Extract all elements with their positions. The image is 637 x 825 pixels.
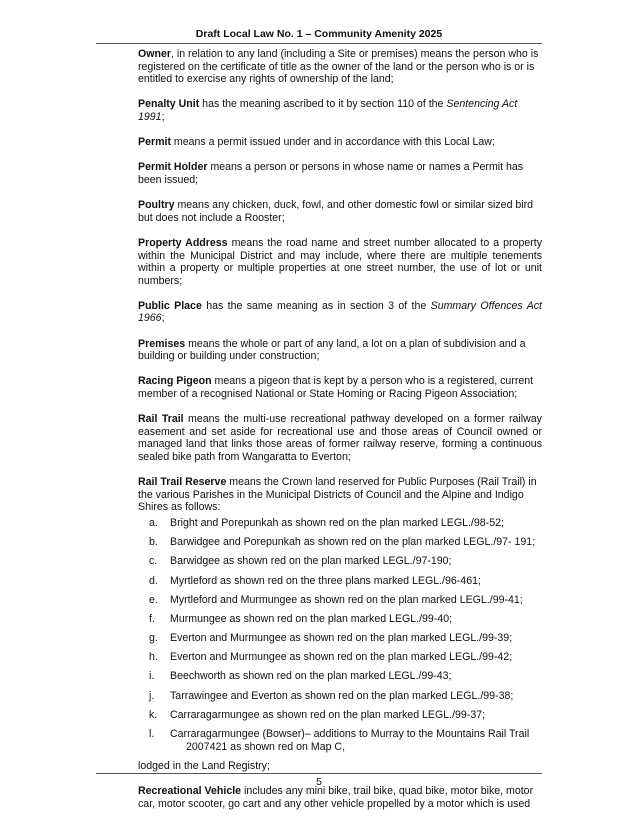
definition-term: Permit <box>138 136 171 149</box>
definition-premises <box>138 338 542 363</box>
list-item-label: e. <box>149 593 158 606</box>
list-item <box>138 709 542 722</box>
definition-term: Rail Trail <box>138 413 184 426</box>
definition-text: means a person or persons in whose name or names a Permit has been issued; <box>138 161 524 186</box>
definition-penalty-unit <box>138 98 542 123</box>
list-item-label: b. <box>149 536 158 549</box>
definition-term: Rail Trail Reserve <box>138 476 227 489</box>
list-item <box>138 555 542 568</box>
definition-text: means any chicken, duck, fowl, and other domestic fowl or similar sized bird but does not include a Rooster; <box>138 199 534 224</box>
list-item-text: Murmungee as shown red on the plan marked LEGL./99-40; <box>170 612 453 625</box>
definition-poultry <box>138 199 542 224</box>
definition-text: has the same meaning as in section 3 of the <box>201 299 431 312</box>
list-item-text: Beechworth as shown red on the plan marked LEGL./99-43; <box>170 670 452 683</box>
definition-public-place <box>138 300 542 325</box>
list-item <box>138 690 542 703</box>
definition-text: , in relation to any land (including a Site or premises) means the person who is registered on the certificate of title as the owner of the land or the person who is or is entitled to exercise any rights of ownership of the land; <box>138 48 539 86</box>
list-item <box>138 670 542 683</box>
definition-term: Premises <box>138 337 186 350</box>
definition-tail: ; <box>161 312 165 325</box>
definition-text: has the meaning ascribed to it by section 110 of the <box>199 98 447 111</box>
page-number: 5 <box>316 776 322 788</box>
act-reference: Sentencing Act 1991 <box>138 98 518 123</box>
list-item-label: k. <box>149 708 158 721</box>
definition-owner <box>138 48 542 86</box>
list-item-text: Myrtleford and Murmungee as shown red on the plan marked LEGL./99-41; <box>170 593 523 606</box>
list-item <box>138 728 542 753</box>
definition-text: means a permit issued under and in accordance with this Local Law; <box>170 136 495 149</box>
definition-text: includes any mini bike, trail bike, quad bike, motor bike, motor car, motor scooter, go cart and any other vehicle propelled by a motor which is used <box>138 785 534 810</box>
definition-text: means the Crown land reserved for Public Purposes (Rail Trail) in the various Parishes in the Municipal Districts of Council and the Alpine and Indigo Shires as follows: <box>138 476 537 514</box>
definition-tail: ; <box>161 110 165 123</box>
definition-text: means the multi-use recreational pathway developed on a former railway easement and set aside for recreational use and those areas of Council owned or managed land that links those areas of former railway reserve, forming a continuous sealed bike path from Wangaratta to Everton; <box>138 413 542 463</box>
definition-term: Owner <box>138 48 171 60</box>
list-item-text: Bright and Porepunkah as shown red on the plan marked LEGL./98-52; <box>170 516 504 529</box>
definition-rail-trail-reserve <box>138 476 542 514</box>
list-item <box>138 594 542 607</box>
definition-term: Poultry <box>138 199 175 212</box>
definition-term: Racing Pigeon <box>138 375 212 388</box>
registry-note: lodged in the Land Registry; <box>138 759 270 772</box>
act-reference: Summary Offences Act 1966 <box>138 299 542 325</box>
list-item-label: j. <box>149 689 155 702</box>
list-item-label: g. <box>149 632 158 645</box>
page-header: Draft Local Law No. 1 – Community Amenity 2025 <box>96 28 542 44</box>
list-item-label: a. <box>149 516 158 529</box>
definitions-body <box>138 48 542 823</box>
list-item-label: h. <box>149 651 158 664</box>
definition-term: Recreational Vehicle <box>138 785 242 797</box>
list-item-text: Everton and Murmungee as shown red on the plan marked LEGL./99-39; <box>170 632 513 645</box>
list-item-text: Tarrawingee and Everton as shown red on the plan marked LEGL./99-38; <box>170 689 514 702</box>
list-item <box>138 536 542 549</box>
list-item-label: f. <box>149 612 155 625</box>
definition-term: Penalty Unit <box>138 98 200 111</box>
definition-recreational-vehicle <box>138 785 542 810</box>
list-item <box>138 613 542 626</box>
definition-racing-pigeon <box>138 375 542 400</box>
list-item-text: Carraragarmungee (Bowser)– additions to Murray to the Mountains Rail Trail <box>170 728 530 741</box>
list-item <box>138 651 542 664</box>
list-item-label: c. <box>149 555 158 568</box>
list-item <box>138 632 542 645</box>
definition-text: means the road name and street number allocated to a property within the Municipal District and may include, where there are multiple tenements within a property or multiple properties at one street number, the use of lot or unit numbers; <box>138 236 542 287</box>
list-item-text: Myrtleford as shown red on the three plans marked LEGL./96-461; <box>170 574 481 587</box>
list-item-text: Barwidgee as shown red on the plan marked LEGL./97-190; <box>170 555 452 568</box>
definition-rail-trail <box>138 413 542 463</box>
list-item-text: Carraragarmungee as shown red on the plan marked LEGL./99-37; <box>170 708 486 721</box>
rail-trail-parish-list <box>138 517 542 753</box>
list-item <box>138 575 542 588</box>
definition-term: Public Place <box>138 299 202 312</box>
definition-text: means a pigeon that is kept by a person who is a registered, current member of a recognised National or State Homing or Racing Pigeon Association; <box>138 375 534 401</box>
definition-term: Property Address <box>138 236 228 249</box>
definition-permit <box>138 136 542 149</box>
definition-text: means the whole or part of any land, a lot on a plan of subdivision and a building or building under construction; <box>138 337 526 363</box>
list-item-text: Everton and Murmungee as shown red on the plan marked LEGL./99-42; <box>170 651 513 664</box>
list-item-label: l. <box>149 728 155 741</box>
definition-permit-holder <box>138 161 542 186</box>
definition-property-address <box>138 237 542 287</box>
list-item-label: i. <box>149 670 155 683</box>
footer-divider <box>96 773 542 774</box>
list-item <box>138 517 542 530</box>
list-item-text: Barwidgee and Porepunkah as shown red on the plan marked LEGL./97- 191; <box>170 536 536 549</box>
definition-term: Permit Holder <box>138 161 208 174</box>
list-item-label: d. <box>149 574 158 587</box>
list-item-continuation: 2007421 as shown red on Map C, <box>186 740 346 753</box>
